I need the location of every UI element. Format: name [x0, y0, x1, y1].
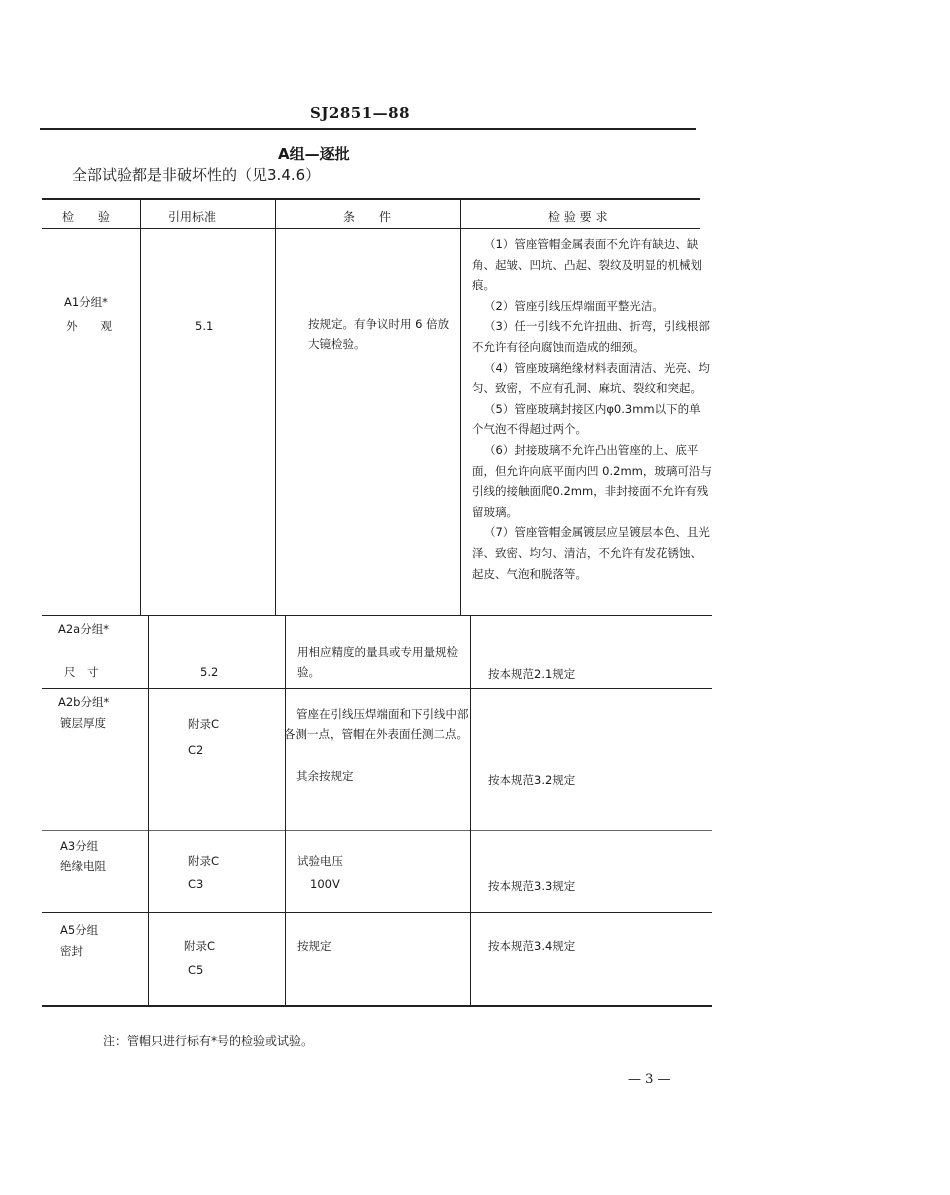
a5-group: A5分组 [60, 923, 99, 937]
row-rule [42, 615, 712, 616]
a2b-name: 镀层厚度 [60, 716, 106, 730]
column-rule [470, 615, 471, 1005]
a5-standard-appendix: 附录C [184, 939, 216, 953]
row-rule [42, 912, 712, 913]
header-requirement: 检 验 要 求 [548, 210, 608, 224]
a1-requirement-item: （1）管座管帽金属表面不允许有缺边、缺角、起皱、凹坑、凸起、裂纹及明显的机械划痕。 [472, 237, 702, 293]
group-title: A组—逐批 [278, 145, 350, 163]
a1-requirement-item: （3）任一引线不允许扭曲、折弯，引线根部不允许有径向腐蚀而造成的细颈。 [472, 319, 710, 354]
a1-condition: 按规定。有争议时用 6 倍放大镜检验。 [308, 317, 450, 351]
a3-condition-label: 试验电压 [297, 854, 343, 868]
a5-name: 密封 [60, 944, 83, 958]
a2a-standard: 5.2 [200, 665, 219, 679]
a3-group: A3分组 [60, 839, 99, 853]
header-standard: 引用标准 [168, 210, 217, 224]
a1-group: A1分组* [64, 295, 108, 309]
a3-requirement: 按本规范3.3规定 [488, 879, 576, 893]
column-rule [275, 199, 276, 615]
a1-requirement-item: （2）管座引线压焊端面平整光洁。 [484, 298, 664, 313]
a3-standard-clause: C3 [188, 877, 204, 891]
header-condition: 条 件 [343, 210, 392, 224]
a1-requirements [472, 234, 712, 584]
page-number: — 3 — [628, 1072, 671, 1087]
table-bottom-rule [42, 1005, 712, 1007]
a1-requirement-item: （6）封接玻璃不允许凸出管座的上、底平面，但允许向底平面内凹 0.2mm，玻璃可沿与引线的接触面爬0.2mm，非封接面不允许有残留玻璃。 [472, 442, 712, 519]
a1-requirement-item: （7）管座管帽金属镀层应呈镀层本色、且光泽、致密、均匀、清洁，不允许有发花锈蚀、起皮、气泡和脱落等。 [472, 525, 710, 581]
a2a-group: A2a分组* [58, 622, 109, 636]
a2a-requirement: 按本规范2.1规定 [488, 667, 576, 681]
a3-name: 绝缘电阻 [60, 859, 106, 873]
a1-name: 外 观 [66, 319, 112, 333]
a5-requirement: 按本规范3.4规定 [488, 939, 576, 953]
a2b-condition: 管座在引线压焊端面和下引线中部各测一点，管帽在外表面任测二点。 [284, 707, 469, 741]
a1-standard: 5.1 [195, 319, 214, 333]
a2b-condition-other: 其余按规定 [296, 769, 354, 783]
a2a-condition: 用相应精度的量具或专用量规检验。 [297, 645, 458, 679]
a3-standard-appendix: 附录C [188, 854, 220, 868]
a1-requirement-item: （5）管座玻璃封接区内φ0.3mm以下的单个气泡不得超过两个。 [472, 401, 701, 437]
column-rule [148, 615, 149, 1005]
header-inspection: 检 验 [62, 210, 111, 224]
a1-requirement-item: （4）管座玻璃绝缘材料表面清洁、光亮、均匀、致密，不应有孔洞、麻坑、裂纹和突起。 [472, 360, 710, 396]
column-rule [285, 615, 286, 1005]
row-rule [42, 688, 712, 689]
a3-condition-voltage: 100V [310, 877, 340, 891]
intro-text: 全部试验都是非破坏性的（见3.4.6） [72, 166, 321, 184]
footnote: 注：管帽只进行标有*号的检验或试验。 [103, 1034, 314, 1048]
a2b-group: A2b分组* [58, 695, 110, 709]
a2b-standard-appendix: 附录C [188, 717, 220, 731]
a2b-standard-clause: C2 [188, 743, 204, 757]
a5-condition: 按规定 [297, 939, 332, 953]
row-rule [42, 830, 712, 831]
a5-standard-clause: C5 [188, 963, 204, 977]
header-rule [40, 128, 696, 130]
column-rule [140, 199, 141, 615]
document-code: SJ2851—88 [310, 104, 411, 122]
a2b-requirement: 按本规范3.2规定 [488, 773, 576, 787]
column-rule [460, 199, 461, 615]
a2a-name: 尺 寸 [64, 665, 99, 679]
